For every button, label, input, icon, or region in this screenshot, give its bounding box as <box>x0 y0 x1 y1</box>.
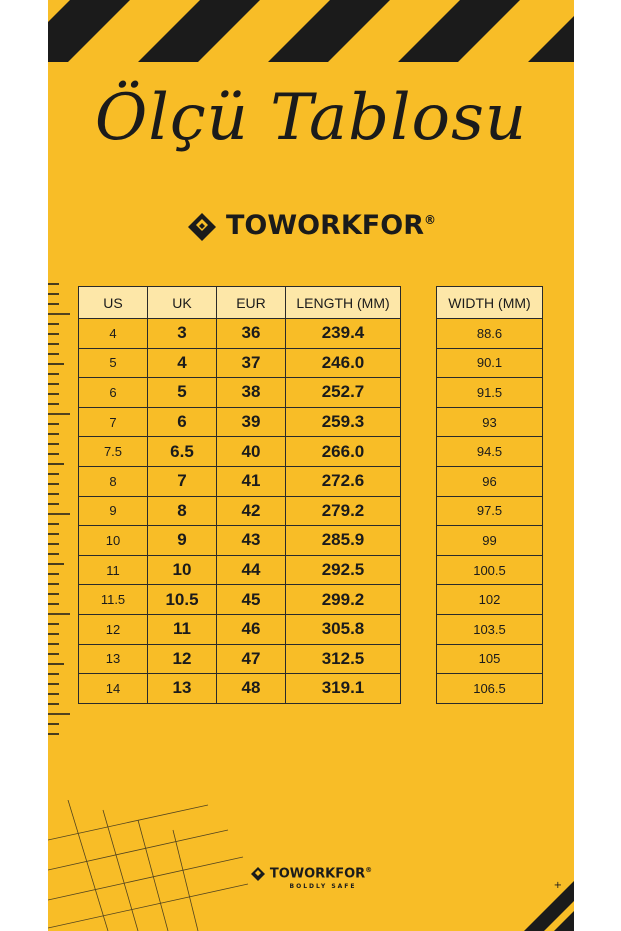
cell-uk: 11 <box>148 614 217 644</box>
cell-uk: 6 <box>148 407 217 437</box>
width-table <box>436 286 543 704</box>
cell-us: 7 <box>79 407 148 437</box>
size-table-row <box>79 319 401 349</box>
cell-us: 11.5 <box>79 585 148 615</box>
cell-uk: 12 <box>148 644 217 674</box>
size-table-row <box>79 644 401 674</box>
cell-uk: 8 <box>148 496 217 526</box>
size-table-row <box>79 378 401 408</box>
cell-us: 9 <box>79 496 148 526</box>
cell-eur: 48 <box>217 674 286 704</box>
width-table-row <box>437 674 543 704</box>
cell-eur: 38 <box>217 378 286 408</box>
cell-eur: 36 <box>217 319 286 349</box>
footer-registered-mark: ® <box>365 866 373 875</box>
cell-uk: 7 <box>148 466 217 496</box>
header-length: LENGTH (MM) <box>286 287 401 319</box>
cell-length: 312.5 <box>286 644 401 674</box>
cell-eur: 45 <box>217 585 286 615</box>
cell-eur: 37 <box>217 348 286 378</box>
cell-length: 259.3 <box>286 407 401 437</box>
cell-length: 239.4 <box>286 319 401 349</box>
footer-brand-name: TOWORKFOR <box>269 866 366 882</box>
width-table-row <box>437 348 543 378</box>
header-us: US <box>79 287 148 319</box>
cell-length: 292.5 <box>286 555 401 585</box>
size-table-row <box>79 496 401 526</box>
cell-eur: 43 <box>217 526 286 556</box>
cell-length: 285.9 <box>286 526 401 556</box>
cell-uk: 5 <box>148 378 217 408</box>
cell-us: 4 <box>79 319 148 349</box>
cell-width: 91.5 <box>437 378 543 408</box>
width-table-row <box>437 614 543 644</box>
width-table-row <box>437 466 543 496</box>
cell-width: 105 <box>437 644 543 674</box>
width-table-row <box>437 319 543 349</box>
cell-us: 12 <box>79 614 148 644</box>
cell-width: 99 <box>437 526 543 556</box>
cell-us: 7.5 <box>79 437 148 467</box>
cell-eur: 41 <box>217 466 286 496</box>
cell-width: 106.5 <box>437 674 543 704</box>
cell-us: 11 <box>79 555 148 585</box>
cell-length: 252.7 <box>286 378 401 408</box>
hazard-stripes <box>48 0 574 62</box>
cell-eur: 40 <box>217 437 286 467</box>
cell-width: 94.5 <box>437 437 543 467</box>
cell-us: 14 <box>79 674 148 704</box>
page-title: Ölçü Tablosu <box>94 81 528 155</box>
cell-eur: 39 <box>217 407 286 437</box>
cell-length: 266.0 <box>286 437 401 467</box>
width-table-row <box>437 555 543 585</box>
size-chart-poster <box>48 0 574 931</box>
brand-logo <box>48 204 574 243</box>
cell-width: 97.5 <box>437 496 543 526</box>
cell-us: 13 <box>79 644 148 674</box>
cell-width: 102 <box>437 585 543 615</box>
cell-eur: 47 <box>217 644 286 674</box>
size-table-row <box>79 437 401 467</box>
size-table-row <box>79 674 401 704</box>
size-table <box>78 286 401 704</box>
registered-mark: ® <box>424 213 436 227</box>
cell-uk: 6.5 <box>148 437 217 467</box>
brand-tagline: BOLDLY SAFE <box>289 883 357 890</box>
width-table-row <box>437 437 543 467</box>
cell-width: 100.5 <box>437 555 543 585</box>
header-eur: EUR <box>217 287 286 319</box>
size-table-header <box>79 287 401 319</box>
cell-length: 305.8 <box>286 614 401 644</box>
corner-stripes <box>514 871 574 931</box>
width-table-header <box>437 287 543 319</box>
cell-uk: 3 <box>148 319 217 349</box>
cell-uk: 10 <box>148 555 217 585</box>
cell-eur: 46 <box>217 614 286 644</box>
width-table-row <box>437 526 543 556</box>
size-table-row <box>79 555 401 585</box>
footer-brand-mark-icon <box>250 866 266 882</box>
cell-width: 96 <box>437 466 543 496</box>
footer-brand <box>48 866 574 882</box>
header-uk: UK <box>148 287 217 319</box>
cell-us: 6 <box>79 378 148 408</box>
cell-eur: 42 <box>217 496 286 526</box>
cell-width: 88.6 <box>437 319 543 349</box>
size-table-row <box>79 526 401 556</box>
cell-uk: 4 <box>148 348 217 378</box>
cell-eur: 44 <box>217 555 286 585</box>
size-table-row <box>79 407 401 437</box>
brand-name: TOWORKFOR <box>225 210 424 241</box>
cell-width: 103.5 <box>437 614 543 644</box>
width-table-row <box>437 496 543 526</box>
cell-us: 10 <box>79 526 148 556</box>
width-table-row <box>437 644 543 674</box>
size-table-row <box>79 466 401 496</box>
width-table-row <box>437 378 543 408</box>
cell-uk: 10.5 <box>148 585 217 615</box>
cell-length: 272.6 <box>286 466 401 496</box>
cell-width: 93 <box>437 407 543 437</box>
cell-width: 90.1 <box>437 348 543 378</box>
size-table-row <box>79 348 401 378</box>
cell-length: 246.0 <box>286 348 401 378</box>
cell-uk: 9 <box>148 526 217 556</box>
size-table-row <box>79 585 401 615</box>
ruler-ticks <box>48 280 70 740</box>
width-table-row <box>437 407 543 437</box>
brand-mark-icon <box>186 211 218 243</box>
cell-length: 319.1 <box>286 674 401 704</box>
width-table-row <box>437 585 543 615</box>
cell-uk: 13 <box>148 674 217 704</box>
size-table-row <box>79 614 401 644</box>
cell-us: 5 <box>79 348 148 378</box>
cell-us: 8 <box>79 466 148 496</box>
corner-plus-mark: + <box>553 880 562 891</box>
cell-length: 299.2 <box>286 585 401 615</box>
header-width: WIDTH (MM) <box>437 287 543 319</box>
cell-length: 279.2 <box>286 496 401 526</box>
